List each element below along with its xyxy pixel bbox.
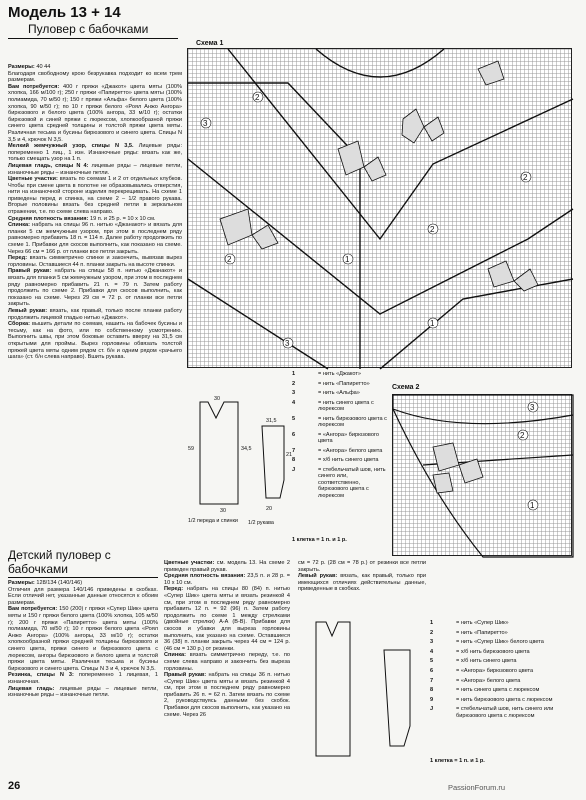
- schema1-chart: [187, 48, 572, 368]
- pattern-label-front-back: 1/2 переда и спинки: [188, 518, 238, 524]
- legend-text: = «Ангора» бирюзового цвета: [318, 431, 379, 445]
- legend-text: = «Ангора» белого цвета: [456, 677, 521, 684]
- legend-text: = «Ангора» бирюзового цвета: [456, 667, 534, 674]
- legend-symbol: J: [292, 466, 296, 473]
- legend-text: = нить «Джакот»: [318, 371, 361, 377]
- legend-text: = стебельчатый шов, нить синего или, соответственно, бирюзового цвета с люрексом: [318, 466, 386, 499]
- legend-symbol: 1: [430, 620, 434, 626]
- kids-instructions-col1: [8, 580, 158, 776]
- pattern-model14-drawing: [298, 606, 418, 778]
- instruction-paragraph: Средняя плотность вязания: 23,5 п. и 28 р. = 10 х 10 см.: [164, 573, 290, 586]
- instruction-paragraph: Перед: вязать симметрично спинке и закончить, вывязав вырез горловины. Оставшиеся 44 п. планки закрыть на высоте спинки.: [8, 255, 182, 268]
- svg-text:2: 2: [227, 255, 232, 264]
- legend-text: = «Ангора» белого цвета: [318, 447, 383, 454]
- dim-d4: 30: [220, 508, 226, 514]
- site-watermark: PassionForum.ru: [448, 783, 506, 792]
- pattern-model14: [298, 606, 418, 778]
- legend-symbol: 5: [292, 415, 296, 422]
- page-title: Модель 13 + 14: [8, 4, 121, 21]
- legend2-cell-note: 1 клетка = 1 п. и 1 р.: [430, 758, 485, 764]
- instruction-paragraph: Размеры: 128/134 (140/146): [8, 580, 83, 586]
- legend-item: [430, 639, 578, 645]
- instruction-paragraph-heading: Средняя плотность вязания:: [8, 215, 89, 222]
- legend-symbol: 3: [430, 639, 434, 646]
- legend-item: [430, 620, 578, 626]
- dim-d1: 30: [214, 396, 220, 402]
- instruction-paragraph-heading: Вам потребуется:: [8, 606, 58, 613]
- legend-item: [430, 687, 578, 693]
- legend-model13: [292, 371, 390, 502]
- svg-text:2: 2: [430, 225, 435, 234]
- svg-text:1: 1: [430, 319, 435, 328]
- legend-text: = х/б нить бирюзового цвета: [456, 648, 530, 655]
- legend-text: = нить «Папиретто»: [318, 380, 370, 387]
- legend-text: = х/б нить синего цвета: [456, 658, 517, 665]
- instruction-paragraph: Мелкий жемчужный узор, спицы N 3,5. Лицевые ряды: попеременно 1 лиц., 1 изн. Изнаночные ряды: вязать как же, только смещать узор на 1 п.: [8, 143, 182, 163]
- legend-item: [292, 390, 390, 396]
- instruction-paragraph-heading: Правый рукав:: [8, 268, 52, 275]
- instruction-paragraph-heading: Резинка, спицы N 3:: [8, 672, 74, 679]
- legend-text: = нить «Супер Шик» белого цвета: [456, 639, 544, 646]
- section2-divider: [8, 577, 158, 578]
- schema1-label: Схема 1: [196, 40, 224, 47]
- kids-instructions-col2: [164, 560, 290, 796]
- legend-item: [292, 432, 390, 445]
- legend-cell-note: 1 клетка = 1 п. и 1 р.: [292, 537, 347, 543]
- instruction-paragraph-heading: Правый рукав:: [164, 672, 207, 679]
- legend-item: [430, 678, 578, 684]
- pattern-model13: [186, 390, 290, 542]
- instruction-paragraph-heading: Средняя плотность вязания:: [164, 573, 246, 580]
- instruction-paragraph: Резинка, спицы N 3: попеременно 1 лицевая, 1 изнаночная.: [8, 672, 158, 685]
- title-divider: [8, 38, 178, 39]
- legend-text: = нить бирюзового цвета с люрексом: [456, 696, 553, 703]
- legend-text: = нить «Альфа»: [318, 390, 360, 397]
- svg-text:3: 3: [530, 403, 535, 412]
- instruction-paragraph: Правый рукав: набрать на спицы 36 п. нитью «Супер Шик» цвета мяты и вязать резинкой 4 см, при этом в последнем ряду равномерно прибавить 26 п. = 62 п. Затем вязать по схеме 2, руководствуясь данными без скобок. Прибавки для скосов выполнить, как указано на схеме. Через 26: [164, 672, 290, 718]
- instruction-paragraph-heading: Сборка:: [8, 321, 31, 328]
- instruction-paragraph: Спинка: вязать симметрично переду, т.е. по схеме слева направо и закончить без выреза горловины.: [164, 652, 290, 672]
- legend-symbol: 7: [292, 447, 296, 454]
- instruction-paragraph: Сборка: вышить детали по схемам, нашить на бабочек бусины и тесьму, как на фото, или по собственному усмотрению. Выполнить швы, при этом боковые оставить вверху на 31,5 см открытыми для проймы. Вырез горловины обвязать толстой пряжей цвета мяты одним рядом ст. б/н и одним рядом «рачьего шага» (ст. б/н слева направо). Вшить рукава.: [8, 321, 182, 361]
- legend-text: = нить «Папиретто»: [456, 629, 508, 636]
- legend-text: = х/б нить синего цвета: [318, 457, 379, 464]
- legend-symbol: 2: [292, 380, 296, 387]
- legend-symbol: 8: [430, 687, 434, 694]
- legend-item: [292, 467, 390, 499]
- svg-text:1: 1: [345, 255, 350, 264]
- legend-text: = нить синего цвета с люрексом: [456, 687, 540, 694]
- instruction-paragraph: Лицевая гладь, спицы N 4: лицевые ряды – лицевые петли, изнаночные ряды – изнаночные петли.: [8, 162, 182, 176]
- instruction-paragraph-heading: Лицевая гладь:: [8, 685, 55, 692]
- instruction-paragraph: Вам потребуется: 150 (200) г пряжи «Супер Шик» цвета мяты и 150 г пряжи белого цвета (100% хлопка, 105 м/50 г); 200 г пряжи «Папиретто» цвета мяты (100% полиамида, 70 м/50 г); 10 г пряжи белого цвета «Роял Анжо Ангора» (100% ангоры, 33 м/10 г); остатки хлопкообразной пряжи средней толщины бирюзового и синего цвета, пряжи синего и бирюзового цвета с люрексом, ангоры бирюзового и белого цвета и толстой пряжи цвета мяты. Различная тесьма и бусины бирюзового и синего цвета. Спицы N 3 и 4, крючок N 3,5.: [8, 606, 158, 672]
- legend-item: [292, 457, 390, 463]
- legend-symbol: 1: [292, 371, 296, 377]
- legend-symbol: 9: [430, 696, 434, 703]
- legend-symbol: 6: [292, 431, 296, 438]
- legend-item: [292, 400, 390, 413]
- instruction-paragraph-heading: Спинка:: [8, 222, 31, 229]
- legend-item: [292, 381, 390, 387]
- instruction-paragraph-heading: Размеры:: [8, 580, 35, 586]
- schema2-chart: [392, 394, 572, 556]
- instruction-paragraph: Средняя плотность вязания: 19 п. и 25 р. = 10 х 10 см.: [8, 215, 156, 222]
- legend-symbol: 2: [430, 629, 434, 636]
- svg-text:2: 2: [520, 431, 525, 440]
- dim-d5: 31,5: [266, 418, 277, 424]
- instruction-paragraph-heading: Перед:: [164, 586, 184, 593]
- instruction-paragraph-heading: Перед:: [8, 255, 28, 262]
- instruction-paragraph-heading: Вам потребуется:: [8, 83, 60, 90]
- instruction-paragraph-heading: Мелкий жемчужный узор, спицы N 3,5.: [8, 143, 134, 150]
- page-number: 26: [8, 780, 21, 792]
- instruction-paragraph: Лицевая гладь: лицевые ряды – лицевые петли, изнаночные ряды – изнаночные петли.: [8, 685, 158, 699]
- legend-model14: [430, 620, 578, 722]
- legend-item: [292, 416, 390, 429]
- instruction-paragraph: Левый рукав: вязать, как правый, только при имеющихся отличиях действительны данные, приведенные в скобках.: [298, 573, 426, 593]
- svg-text:2: 2: [255, 93, 260, 102]
- legend-item: [430, 706, 578, 719]
- legend-symbol: 5: [430, 658, 434, 665]
- legend-text: = стебельчатый шов, нить синего или бирюзового цвета с люрексом: [456, 706, 554, 719]
- legend-symbol: 6: [430, 667, 434, 674]
- legend-item: [430, 697, 578, 703]
- dim-d7: 20: [266, 506, 272, 512]
- legend-item: [430, 630, 578, 636]
- legend-symbol: 4: [430, 648, 434, 655]
- svg-text:3: 3: [203, 119, 208, 128]
- legend-text: = нить синего цвета с люрексом: [318, 399, 374, 413]
- instruction-paragraph-heading: Левый рукав:: [8, 307, 48, 314]
- legend-symbol: 7: [430, 677, 434, 684]
- instruction-paragraph: Вам потребуется: 400 г пряжи «Джакот» цвета мяты (100% хлопка, 166 м/100 г); 250 г пряжи «Папиретто» цвета мяты (100% полиамида, 70 м/50 г); 150 г пряжи «Альфа» белого цвета (100% хлопка, 90 м/50 г); по 10 г пряжи белого «Роял Анжо Ангора» бирюзового и белого цвета (100% ангора, 33 м/10 г); остатки бирюзовой и синей пряжи с люрексом, хлопкообразной пряжи синего цвета средней толщины и толстой пряжи цвета мяты. Различная тесьма и бусины бирюзового и синего цвета. Спицы N 3,5 и 4, крючок N 3,5.: [8, 83, 182, 143]
- legend-item: [430, 668, 578, 674]
- legend-text: = нить «Супер Шик»: [456, 620, 509, 626]
- legend-item: [292, 448, 390, 454]
- instruction-paragraph: Отличия для размера 140/146 приведены в скобках. Если отличий нет, указанные данные относятся к обоим размерам.: [8, 586, 158, 606]
- instruction-paragraph: Перед: набрать на спицы 80 (84) п. нитью «Супер Шик» цвета мяты и вязать резинкой 4 см, при этом в последнем ряду равномерно прибавить 12 п. = 92 (96) п. Затем работу продолжить по схеме 1 между стрелками (двойные стрелки) A-A (B-B). Прибавки для скосов и убавки для выреза горловины выполнить, как указано на схеме. Оставшиеся 36 (38) п. планки закрыть через 44 см = 124 р. (46 см = 130 р.) от резинки.: [164, 586, 290, 652]
- svg-text:3: 3: [285, 339, 290, 348]
- instruction-paragraph: Спинка: набрать на спицы 96 п. нитью «Джанакот» и вязать для планки 5 см жемчужным узором, при этом в последнем ряду равномерно прибавить 18 п. = 114 п. Далее работу продолжить по схеме 1. Прибавки для скосов выполнить, как показано на схеме. Через 66 см = 166 р. от планки все петли закрыть.: [8, 222, 182, 255]
- instruction-paragraph: Благодаря свободному крою безрукавка подходит ко всем трем размерам.: [8, 70, 182, 84]
- legend-item: [430, 658, 578, 664]
- dim-d2: 59: [188, 446, 194, 452]
- svg-text:2: 2: [523, 173, 528, 182]
- schema2-drawing: [393, 395, 573, 557]
- instruction-paragraph-heading: Спинка:: [164, 652, 187, 659]
- instructions-column: [8, 64, 182, 544]
- dim-d3: 34,5: [241, 446, 252, 452]
- legend-symbol: 4: [292, 399, 296, 406]
- legend-symbol: J: [430, 706, 434, 713]
- schema1-drawing: [188, 49, 573, 369]
- section2-title: Детский пуловер с бабочками: [8, 548, 111, 576]
- pattern-label-sleeve: 1/2 рукава: [248, 520, 274, 526]
- instruction-paragraph-heading: Лицевая гладь, спицы N 4:: [8, 162, 89, 169]
- model-subtitle: Пуловер с бабочками: [28, 22, 149, 36]
- schema2-label: Схема 2: [392, 384, 420, 391]
- instruction-paragraph: Левый рукав: вязать, как правый, только после планки работу продолжить лицевой гладью нитью «Джакот».: [8, 307, 182, 321]
- instruction-paragraph-heading: Левый рукав:: [298, 573, 338, 580]
- instruction-paragraph: Цветные участки: вязать по схемам 1 и 2 от отдельных клубков. Чтобы при смене цвета в полотне не образовывались отверстия, нити на изнаночной стороне изделия перекрещивать. На схеме 1 приведены перед и спинка, на схеме 2 – 1/2 правого рукава. Вторые половины вязать без средней петли в зеркальном отражении, т.е. по схеме слева направо.: [8, 176, 182, 216]
- svg-text:1: 1: [530, 501, 535, 510]
- dim-d6: 21: [286, 452, 292, 458]
- instruction-paragraph-heading: Цветные участки:: [164, 560, 215, 566]
- instruction-paragraph: Правый рукав: набрать на спицы 58 п. нитью «Джанакот» и вязать для планки 5 см жемчужным узором, при этом в последнем ряду равномерно прибавить 21 п. = 79 п. Затем работу продолжить по схеме 2. Прибавки для скосов выполнить, как показано на схеме. Через 29 см = 72 р. от планки все петли закрыть.: [8, 268, 183, 308]
- instruction-paragraph: Цветные участки: см. модель 13. На схеме 2 приведен правый рукав.: [164, 560, 290, 573]
- instruction-paragraph: см = 72 р. (28 см = 78 р.) от резинки все петли закрыть.: [298, 560, 426, 573]
- legend-item: [292, 371, 390, 377]
- instruction-paragraph-heading: Цветные участки:: [8, 176, 58, 183]
- instruction-paragraph: Размеры: 40 44: [8, 64, 51, 70]
- legend-item: [430, 649, 578, 655]
- legend-symbol: 3: [292, 390, 296, 397]
- kids-instructions-col3: [298, 560, 426, 600]
- legend-symbol: 8: [292, 457, 296, 464]
- instruction-paragraph-heading: Размеры:: [8, 64, 35, 70]
- legend-text: = нить бирюзового цвета с люрексом: [318, 415, 387, 429]
